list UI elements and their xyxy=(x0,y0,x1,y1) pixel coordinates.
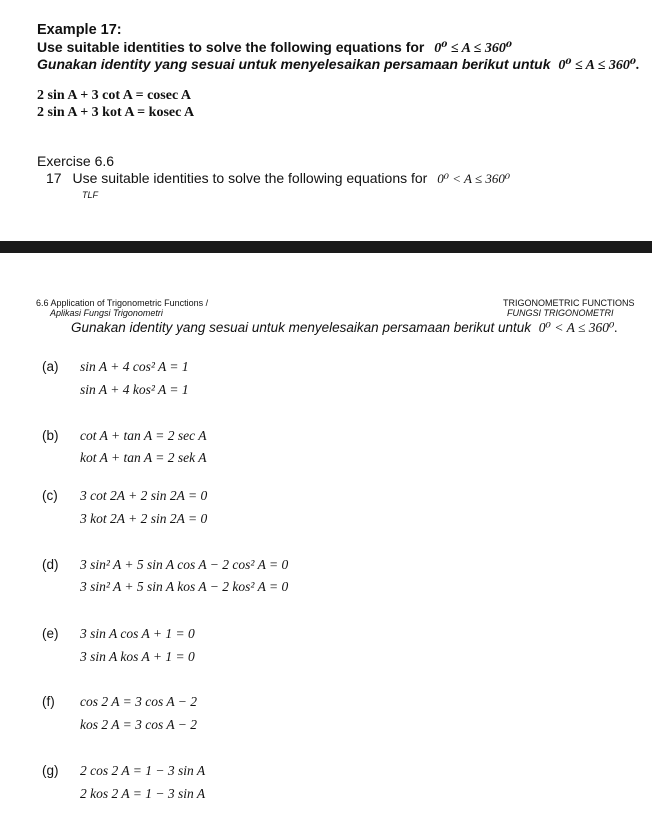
example-title: Example 17: xyxy=(37,22,122,38)
page-header-right-line1: TRIGONOMETRIC FUNCTIONS xyxy=(503,298,635,308)
part-g-equation-ms: 2 kos 2 A = 1 − 3 sin A xyxy=(80,786,206,801)
part-label-a: (a) xyxy=(42,359,59,374)
part-label-c: (c) xyxy=(42,488,58,503)
example-equation-en: 2 sin A + 3 cot A = cosec A xyxy=(37,88,192,103)
example-instruction-en xyxy=(37,39,512,57)
page-header-left-line2: Aplikasi Fungsi Trigonometri xyxy=(50,308,163,318)
part-label-b: (b) xyxy=(42,428,59,443)
part-c-equation-en: 3 cot 2A + 2 sin 2A = 0 xyxy=(80,488,208,503)
part-label-f: (f) xyxy=(42,694,55,709)
part-d-equation-ms: 3 sin² A + 5 sin A kos A − 2 kos² A = 0 xyxy=(80,579,289,594)
part-c-equation-ms: 3 kot 2A + 2 sin 2A = 0 xyxy=(80,511,208,526)
example-instruction-ms-text: Gunakan identity yang sesuai untuk menyelesaikan persamaan berikut untuk xyxy=(37,56,551,72)
parts-range-ms: 0⁰ < A ≤ 360⁰. xyxy=(538,320,618,335)
textbook-page xyxy=(0,253,652,815)
part-label-g: (g) xyxy=(42,763,59,778)
example-section xyxy=(0,0,652,240)
divider-bar xyxy=(0,241,652,253)
part-d-equation-en: 3 sin² A + 5 sin A cos A − 2 cos² A = 0 xyxy=(80,557,289,572)
exercise-title: Exercise 6.6 xyxy=(37,153,115,169)
exercise-tag: TLF xyxy=(82,190,99,200)
example-instruction-en-text: Use suitable identities to solve the following equations for xyxy=(37,39,425,55)
part-e-equation-en: 3 sin A cos A + 1 = 0 xyxy=(80,626,195,641)
page-header-left-line1: 6.6 Application of Trigonometric Functions / xyxy=(36,298,209,308)
page-header-right-line2: FUNGSI TRIGONOMETRI xyxy=(507,308,614,318)
part-f-equation-en: cos 2 A = 3 cos A − 2 xyxy=(80,694,197,709)
parts-instruction-ms-text: Gunakan identity yang sesuai untuk menyelesaikan persamaan berikut untuk xyxy=(71,320,532,335)
part-b-equation-ms: kot A + tan A = 2 sek A xyxy=(80,450,207,465)
parts-instruction-ms xyxy=(71,320,618,336)
part-label-e: (e) xyxy=(42,626,59,641)
part-g-equation-en: 2 cos 2 A = 1 − 3 sin A xyxy=(80,763,206,778)
exercise-number: 17 xyxy=(46,170,62,186)
part-a-equation-ms: sin A + 4 kos² A = 1 xyxy=(80,382,189,397)
part-e-equation-ms: 3 sin A kos A + 1 = 0 xyxy=(80,649,195,664)
example-equation-ms: 2 sin A + 3 kot A = kosec A xyxy=(37,105,195,120)
part-f-equation-ms: kos 2 A = 3 cos A − 2 xyxy=(80,717,197,732)
part-a-equation-en: sin A + 4 cos² A = 1 xyxy=(80,359,189,374)
exercise-range: 0⁰ < A ≤ 360⁰ xyxy=(437,171,511,186)
example-range-en: 0⁰ ≤ A ≤ 360⁰ xyxy=(434,41,512,56)
part-label-d: (d) xyxy=(42,557,59,572)
exercise-instruction-text: Use suitable identities to solve the following equations for xyxy=(72,170,428,186)
part-b-equation-en: cot A + tan A = 2 sec A xyxy=(80,428,207,443)
example-range-ms: 0⁰ ≤ A ≤ 360⁰. xyxy=(558,58,640,73)
example-instruction-ms xyxy=(37,56,640,74)
exercise-instruction xyxy=(46,170,510,187)
